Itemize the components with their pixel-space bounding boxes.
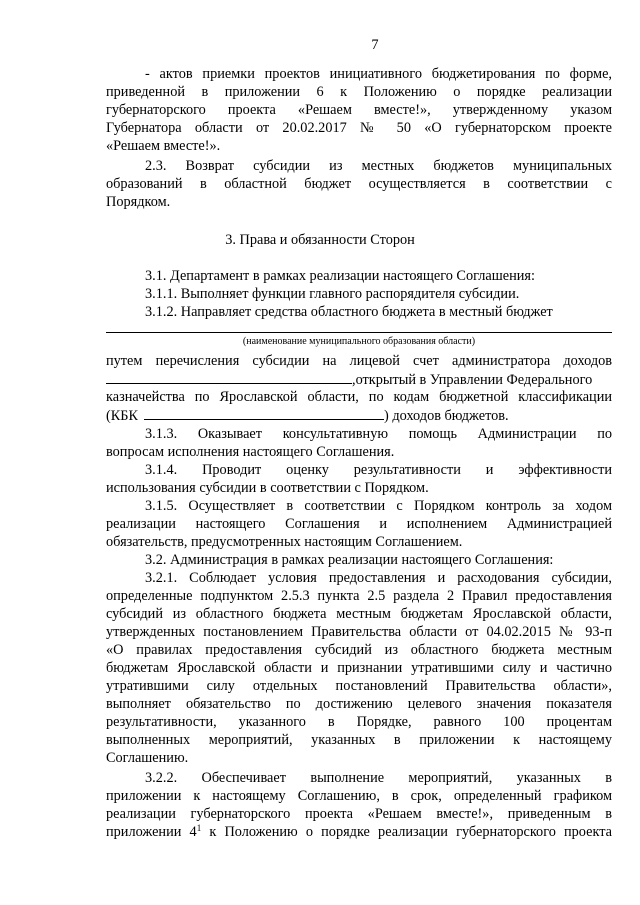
text-line: реализации губернаторского проекта «Решаем вместе!», приведенным в <box>106 806 612 822</box>
text-line: губернаторского проекта «Решаем вместе!», утвержденному указом <box>106 102 612 118</box>
text-line: 3.1.2. Направляет средства областного бюджета в местный бюджет <box>145 304 553 320</box>
text-line: 3.1.4. Проводит оценку результативности и эффективности <box>145 462 612 478</box>
superscript: 1 <box>196 823 202 833</box>
fill-in-line <box>106 332 612 333</box>
text-line: путем перечисления субсидии на лицевой счет администратора доходов <box>106 353 612 369</box>
text-line: 3.2.1. Соблюдает условия предоставления и расходования субсидии, <box>145 570 612 586</box>
text-line: результативности, указанного в Порядке, равного 100 процентам <box>106 714 612 730</box>
text-line: 2.3. Возврат субсидии из местных бюджетов муниципальных <box>145 158 612 174</box>
text-line: обязательств, предусмотренных настоящим Соглашением. <box>106 534 463 550</box>
text-line: субсидий из областного бюджета местным бюджетам Ярославской области, <box>106 606 612 622</box>
text-line: утратившими силу отдельных постановлений Правительства области», <box>106 678 612 694</box>
field-caption: (наименование муниципального образования области) <box>242 336 476 347</box>
text-line: вопросам исполнения настоящего Соглашения. <box>106 444 395 460</box>
text-line <box>106 823 612 841</box>
blank-field <box>144 406 384 420</box>
text-line: «О правилах предоставления субсидий из областного бюджета местным <box>106 642 612 658</box>
text-fragment: ,открытый в Управлении Федерального <box>352 372 593 388</box>
text-line: 3.2. Администрация в рамках реализации настоящего Соглашения: <box>145 552 554 568</box>
text-line: бюджетам Ярославской области и признании утратившими силу и частично <box>106 660 612 676</box>
text-line: 3.1. Департамент в рамках реализации настоящего Соглашения: <box>145 268 535 284</box>
text-line: «Решаем вместе!». <box>106 138 221 154</box>
text-line: выполняет обязательство по достижению целевого значения показателя <box>106 696 612 712</box>
text-fragment: приложении 4 <box>106 824 197 840</box>
text-line: 3.1.5. Осуществляет в соответствии с Порядком контроль за ходом <box>145 498 612 514</box>
text-line: - актов приемки проектов инициативного бюджетирования по форме, <box>145 66 612 82</box>
text-line: использования субсидии в соответствии с Порядком. <box>106 480 429 496</box>
text-fragment: ) доходов бюджетов. <box>384 408 509 424</box>
page-number: 7 <box>371 37 379 53</box>
text-line: 3.1.3. Оказывает консультативную помощь Администрации по <box>145 426 612 442</box>
text-line: утвержденных постановлением Правительства области от 04.02.2015 № 93-п <box>106 624 612 640</box>
text-fragment: к Положению о порядке реализации губернаторского проекта <box>201 824 613 840</box>
text-line: приведенной в приложении 6 к Положению о порядке реализации <box>106 84 612 100</box>
blank-field <box>106 370 352 384</box>
text-line: определенные подпунктом 2.5.3 пункта 2.5 раздела 2 Правил предоставления <box>106 588 612 604</box>
section-heading: 3. Права и обязанности Сторон <box>225 232 415 248</box>
text-line: 3.1.1. Выполняет функции главного распорядителя субсидии. <box>145 286 520 302</box>
text-line: приложении к настоящему Соглашению, в срок, определенный графиком <box>106 788 612 804</box>
text-line: Порядком. <box>106 194 171 210</box>
text-line: Губернатора области от 20.02.2017 № 50 «О губернаторском проекте <box>106 120 612 136</box>
text-fragment: (КБК <box>106 408 139 424</box>
text-line: Соглашению. <box>106 750 189 766</box>
text-line: казначейства по Ярославской области, по кодам бюджетной классификации <box>106 389 612 405</box>
text-line: реализации настоящего Соглашения и исполнением Администрацией <box>106 516 612 532</box>
text-line: 3.2.2. Обеспечивает выполнение мероприятий, указанных в <box>145 770 612 786</box>
text-line: образований в областной бюджет осуществляется в соответствии с <box>106 176 612 192</box>
text-line: выполненных мероприятий, указанных в приложении к настоящему <box>106 732 612 748</box>
text-line <box>106 370 612 388</box>
text-line <box>106 406 612 424</box>
